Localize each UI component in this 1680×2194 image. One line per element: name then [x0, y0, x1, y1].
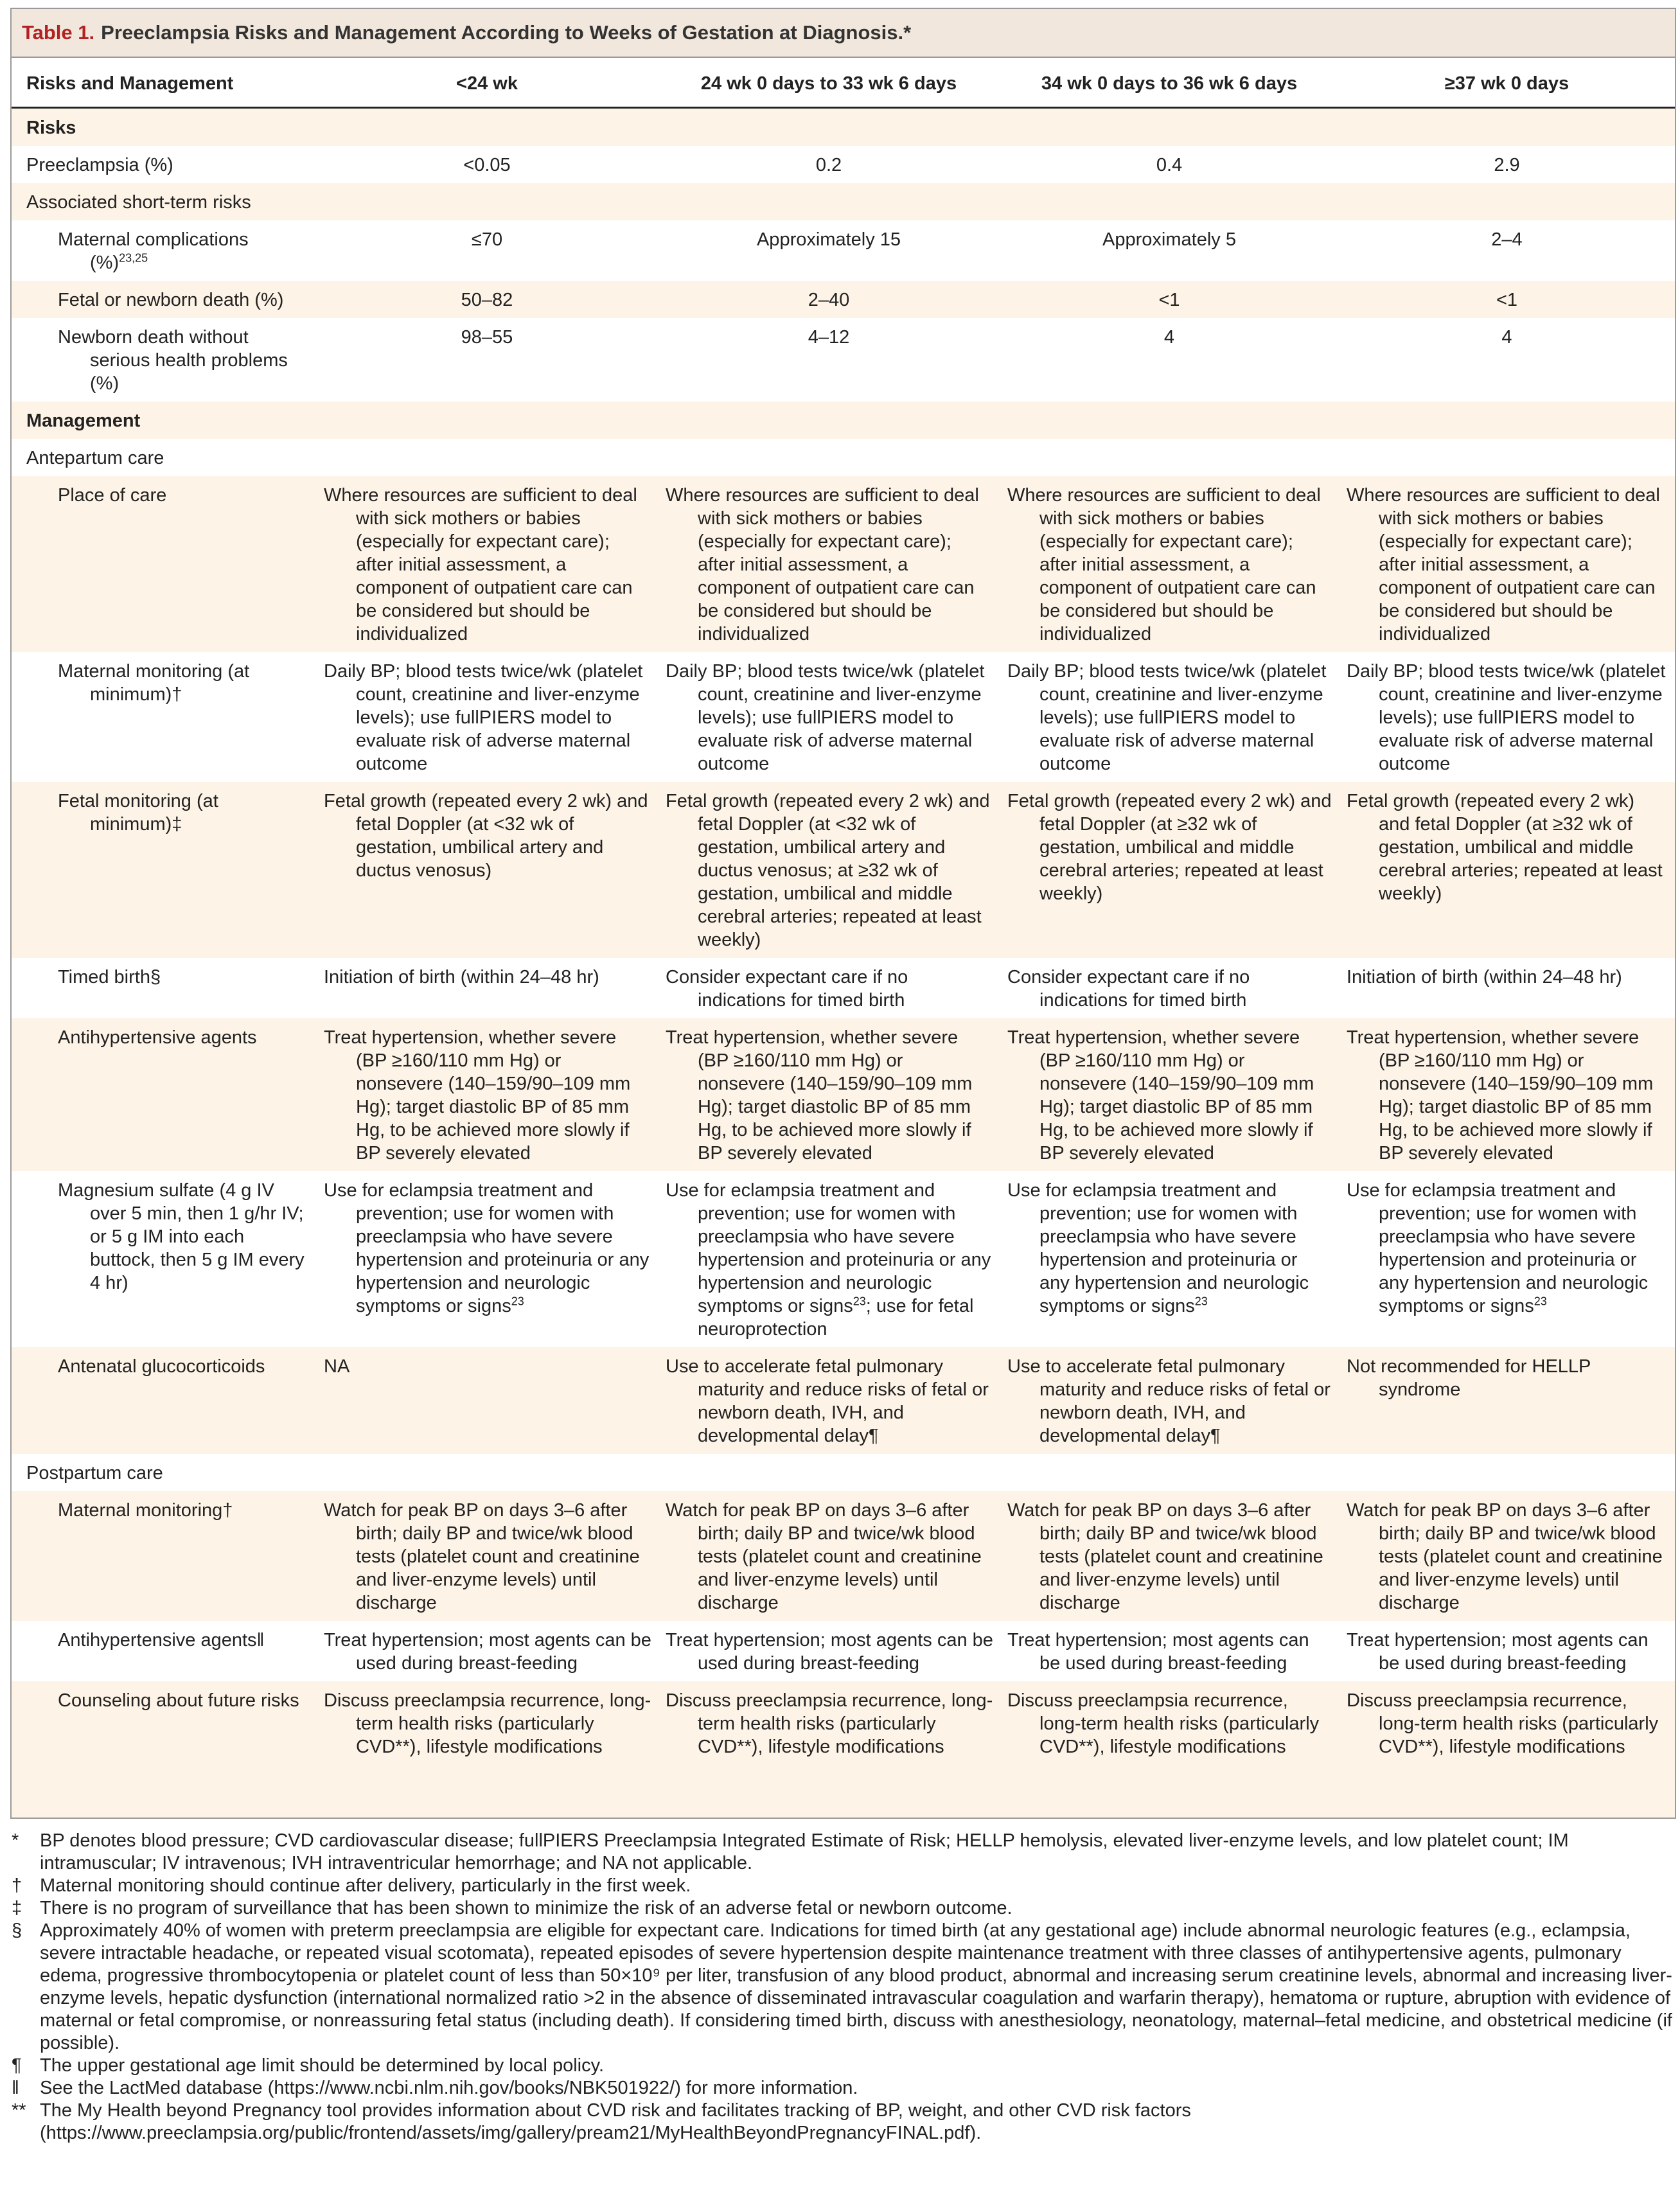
section-management: Management [12, 402, 1675, 439]
cell: Treat hypertension; most agents can be used during breast-feeding [316, 1621, 658, 1681]
footnote-text: The upper gestational age limit should be determined by local policy. [40, 2055, 605, 2076]
section-risks: Risks [12, 108, 1675, 146]
cell: NA [316, 1347, 658, 1454]
cell: Treat hypertension; most agents can be used during breast-feeding [658, 1621, 1000, 1681]
footnote [0, 2077, 1680, 2100]
header-risks-management: Risks and Management [12, 58, 316, 108]
cell: Treat hypertension, whether severe (BP ≥160/110 mm Hg) or nonsevere (140–159/90–109 mm Hg); target diastolic BP of 85 mm Hg, to be achieved more slowly if BP severely elevated [1000, 1018, 1339, 1171]
row-label-glucocorticoids: Antenatal glucocorticoids [12, 1347, 316, 1454]
footnote-mark: § [12, 1920, 22, 1941]
table-row [12, 1491, 1675, 1621]
row-label-maternal-monitoring: Maternal monitoring (at minimum)† [12, 652, 316, 782]
row-label-maternal-complications: Maternal complications (%)$^{23,25}$ [12, 220, 316, 281]
row-label-magnesium: Magnesium sulfate (4 g IV over 5 min, then 1 g/hr IV; or 5 g IM into each buttock, then 5 g IM every 4 hr) [12, 1171, 316, 1347]
table-row [12, 476, 1675, 652]
cell: Use for eclampsia treatment and prevention; use for women with preeclampsia who have severe hypertension and proteinuria or any hypertension and neurologic symptoms or signs$^{23}$ [316, 1171, 658, 1347]
header-34-36: 34 wk 0 days to 36 wk 6 days [1000, 58, 1339, 108]
cell: Approximately 5 [1000, 220, 1339, 281]
footnote-mark: † [12, 1875, 22, 1896]
footnote-text: There is no program of surveillance that has been shown to minimize the risk of an adverse fetal or newborn outcome. [40, 1898, 1012, 1918]
cell: Discuss preeclampsia recurrence, long-term health risks (particularly CVD**), lifestyle modifications [1000, 1681, 1339, 1765]
cell: 4 [1339, 318, 1675, 402]
cell: Discuss preeclampsia recurrence, long-term health risks (particularly CVD**), lifestyle modifications [316, 1681, 658, 1765]
cell: Where resources are sufficient to deal with sick mothers or babies (especially for expectant care); after initial assessment, a component of outpatient care can be considered but should be individualized [1339, 476, 1675, 652]
table-container [10, 8, 1676, 1819]
cell: Approximately 15 [658, 220, 1000, 281]
cell: Watch for peak BP on days 3–6 after birth; daily BP and twice/wk blood tests (platelet count and creatinine and liver-enzyme levels) until discharge [1339, 1491, 1675, 1621]
table-row [12, 318, 1675, 402]
footnote-mark: ‖ [12, 2078, 19, 2098]
cell: 4 [1000, 318, 1339, 402]
cell: Use for eclampsia treatment and prevention; use for women with preeclampsia who have severe hypertension and proteinuria or any hypertension and neurologic symptoms or signs$^{23}$ [1000, 1171, 1339, 1347]
subsection-row [12, 183, 1675, 220]
header-ge37: ≥37 wk 0 days [1339, 58, 1675, 108]
cell: 98–55 [316, 318, 658, 402]
cell: Use to accelerate fetal pulmonary maturity and reduce risks of fetal or newborn death, IVH, and developmental delay¶ [1000, 1347, 1339, 1454]
cell: Treat hypertension, whether severe (BP ≥160/110 mm Hg) or nonsevere (140–159/90–109 mm Hg); target diastolic BP of 85 mm Hg, to be achieved more slowly if BP severely elevated [1339, 1018, 1675, 1171]
footnote-mark: ** [12, 2100, 26, 2121]
cell: 0.4 [1000, 146, 1339, 183]
cell: Fetal growth (repeated every 2 wk) and fetal Doppler (at <32 wk of gestation, umbilical artery and ductus venosus) [316, 782, 658, 958]
cell: Where resources are sufficient to deal with sick mothers or babies (especially for expectant care); after initial assessment, a component of outpatient care can be considered but should be individualized [1000, 476, 1339, 652]
cell: Watch for peak BP on days 3–6 after birth; daily BP and twice/wk blood tests (platelet count and creatinine and liver-enzyme levels) until discharge [1000, 1491, 1339, 1621]
footnote [0, 2055, 1680, 2077]
table-label: Table 1. [22, 21, 95, 44]
table-row [12, 782, 1675, 958]
row-label-timed-birth: Timed birth§ [12, 958, 316, 1018]
cell: Watch for peak BP on days 3–6 after birth; daily BP and twice/wk blood tests (platelet count and creatinine and liver-enzyme levels) until discharge [316, 1491, 658, 1621]
table-row [12, 958, 1675, 1018]
footnote [0, 1875, 1680, 1897]
row-label-place-of-care: Place of care [12, 476, 316, 652]
footnote-mark: * [12, 1830, 19, 1851]
cell: Daily BP; blood tests twice/wk (platelet count, creatinine and liver-enzyme levels); use fullPIERS model to evaluate risk of adverse maternal outcome [1000, 652, 1339, 782]
header-row [12, 58, 1675, 108]
cell: Fetal growth (repeated every 2 wk) and fetal Doppler (at <32 wk of gestation, umbilical artery and ductus venosus; at ≥32 wk of gestation, umbilical and middle cerebral arteries; repeated at least weekly) [658, 782, 1000, 958]
cell: Where resources are sufficient to deal with sick mothers or babies (especially for expectant care); after initial assessment, a component of outpatient care can be considered but should be individualized [658, 476, 1000, 652]
table-row [12, 220, 1675, 281]
table-row [12, 1681, 1675, 1765]
reference-superscript: 23 [1534, 1295, 1547, 1308]
reference-superscript: 23 [853, 1295, 866, 1308]
cell: Use for eclampsia treatment and prevention; use for women with preeclampsia who have severe hypertension and proteinuria or any hypertension and neurologic symptoms or signs$^{23}$ [1339, 1171, 1675, 1347]
footnote-mark: ¶ [12, 2055, 22, 2076]
subsection-antepartum: Antepartum care [12, 439, 1675, 476]
cell: <1 [1339, 281, 1675, 318]
reference-superscript: 23,25 [119, 251, 148, 265]
cell: 2–4 [1339, 220, 1675, 281]
cell: Not recommended for HELLP syndrome [1339, 1347, 1675, 1454]
table-title-bar [12, 9, 1675, 58]
cell: Treat hypertension, whether severe (BP ≥160/110 mm Hg) or nonsevere (140–159/90–109 mm Hg); target diastolic BP of 85 mm Hg, to be achieved more slowly if BP severely elevated [316, 1018, 658, 1171]
subsection-row [12, 439, 1675, 476]
cell: Treat hypertension; most agents can be used during breast-feeding [1339, 1621, 1675, 1681]
table-row [12, 1621, 1675, 1681]
footnote [0, 1830, 1680, 1875]
table-row [12, 652, 1675, 782]
footnote [0, 1920, 1680, 2055]
table-row [12, 146, 1675, 183]
cell: Treat hypertension, whether severe (BP ≥160/110 mm Hg) or nonsevere (140–159/90–109 mm Hg); target diastolic BP of 85 mm Hg, to be achieved more slowly if BP severely elevated [658, 1018, 1000, 1171]
cell: Daily BP; blood tests twice/wk (platelet count, creatinine and liver-enzyme levels); use fullPIERS model to evaluate risk of adverse maternal outcome [658, 652, 1000, 782]
reference-superscript: 23 [511, 1295, 524, 1308]
row-label-antihypertensive: Antihypertensive agents [12, 1018, 316, 1171]
table-row [12, 1018, 1675, 1171]
cell: 0.2 [658, 146, 1000, 183]
footnote-text: Maternal monitoring should continue after delivery, particularly in the first week. [40, 1875, 691, 1896]
row-label-counseling: Counseling about future risks [12, 1681, 316, 1765]
reference-superscript: 23 [1194, 1295, 1208, 1308]
table-title: Preeclampsia Risks and Management According to Weeks of Gestation at Diagnosis.* [101, 21, 912, 44]
table-row [12, 1347, 1675, 1454]
footnote-text: Approximately 40% of women with preterm preeclampsia are eligible for expectant care. Indications for timed birth (at any gestational age) include abnormal neurologic features (e.g., eclampsia, severe intractable headache, or repeated visual scotomata), repeated episodes of severe hypertension despite maintenance treatment with three classes of antihypertensive agents, pulmonary edema, progressive thrombocytopenia or platelet count of less than 50×10⁹ per liter, transfusion of any blood product, abnormal and increasing serum creatinine levels, abnormal and increasing liver-enzyme levels, hepatic dysfunction (international normalized ratio >2 in the absence of disseminated intravascular coagulation and warfarin therapy), hematoma or rupture, abruption with evidence of maternal or fetal compromise, or nonreassuring fetal status (including death). If considering timed birth, discuss with anesthesiology, neonatology, maternal–fetal medicine, and obstetrical medicine (if possible). [40, 1920, 1672, 2053]
row-label-newborn-death: Newborn death without serious health problems (%) [12, 318, 316, 402]
footnote-text: The My Health beyond Pregnancy tool provides information about CVD risk and facilitates tracking of BP, weight, and other CVD risk factors (https://www.preeclampsia.org/public/frontend/assets/img/gallery/pream21/MyHealthBeyondPregnancyFINAL.pdf). [40, 2100, 1191, 2143]
row-label-preeclampsia: Preeclampsia (%) [12, 146, 316, 183]
table-row [12, 281, 1675, 318]
cell: 4–12 [658, 318, 1000, 402]
cell: Treat hypertension; most agents can be used during breast-feeding [1000, 1621, 1339, 1681]
cell: Fetal growth (repeated every 2 wk) and fetal Doppler (at ≥32 wk of gestation, umbilical and middle cerebral arteries; repeated at least weekly) [1339, 782, 1675, 958]
cell: Fetal growth (repeated every 2 wk) and fetal Doppler (at ≥32 wk of gestation, umbilical and middle cerebral arteries; repeated at least weekly) [1000, 782, 1339, 958]
row-label-pp-antihypertensive: Antihypertensive agents‖ [12, 1621, 316, 1681]
cell: 50–82 [316, 281, 658, 318]
cell: Daily BP; blood tests twice/wk (platelet count, creatinine and liver-enzyme levels); use fullPIERS model to evaluate risk of adverse maternal outcome [1339, 652, 1675, 782]
section-row-risks [12, 108, 1675, 146]
table-row [12, 1171, 1675, 1347]
footnote [0, 1897, 1680, 1920]
cell: Where resources are sufficient to deal with sick mothers or babies (especially for expectant care); after initial assessment, a component of outpatient care can be considered but should be individualized [316, 476, 658, 652]
row-label-fetal-monitoring: Fetal monitoring (at minimum)‡ [12, 782, 316, 958]
cell: <0.05 [316, 146, 658, 183]
header-24-33: 24 wk 0 days to 33 wk 6 days [658, 58, 1000, 108]
footnote-text: See the LactMed database (https://www.ncbi.nlm.nih.gov/books/NBK501922/) for more information. [40, 2078, 858, 2098]
cell: Discuss preeclampsia recurrence, long-term health risks (particularly CVD**), lifestyle modifications [1339, 1681, 1675, 1765]
cell: Use to accelerate fetal pulmonary maturity and reduce risks of fetal or newborn death, IVH, and developmental delay¶ [658, 1347, 1000, 1454]
row-label-fetal-death: Fetal or newborn death (%) [12, 281, 316, 318]
cell: Watch for peak BP on days 3–6 after birth; daily BP and twice/wk blood tests (platelet count and creatinine and liver-enzyme levels) until discharge [658, 1491, 1000, 1621]
cell: Consider expectant care if no indications for timed birth [1000, 958, 1339, 1018]
cell: Initiation of birth (within 24–48 hr) [316, 958, 658, 1018]
preeclampsia-table [12, 58, 1675, 1765]
subsection-associated-risks: Associated short-term risks [12, 183, 1675, 220]
subsection-postpartum: Postpartum care [12, 1454, 1675, 1491]
cell: <1 [1000, 281, 1339, 318]
cell: Use for eclampsia treatment and prevention; use for women with preeclampsia who have severe hypertension and proteinuria or any hypertension and neurologic symptoms or signs$^{23}$; use for fetal neuroprotection [658, 1171, 1000, 1347]
cell: 2–40 [658, 281, 1000, 318]
table-footnotes [0, 1830, 1680, 2145]
cell: Initiation of birth (within 24–48 hr) [1339, 958, 1675, 1018]
footnote-mark: ‡ [12, 1898, 22, 1918]
row-label-pp-maternal-monitoring: Maternal monitoring† [12, 1491, 316, 1621]
cell: Consider expectant care if no indications for timed birth [658, 958, 1000, 1018]
footnote [0, 2100, 1680, 2145]
subsection-row [12, 1454, 1675, 1491]
header-lt24: <24 wk [316, 58, 658, 108]
section-row-management [12, 402, 1675, 439]
cell: ≤70 [316, 220, 658, 281]
cell: Discuss preeclampsia recurrence, long-term health risks (particularly CVD**), lifestyle modifications [658, 1681, 1000, 1765]
cell: 2.9 [1339, 146, 1675, 183]
footnote-text: BP denotes blood pressure; CVD cardiovascular disease; fullPIERS Preeclampsia Integrated Estimate of Risk; HELLP hemolysis, elevated liver-enzyme levels, and low platelet count; IM intramuscular; IV intravenous; IVH intraventricular hemorrhage; and NA not applicable. [40, 1830, 1569, 1873]
cell: Daily BP; blood tests twice/wk (platelet count, creatinine and liver-enzyme levels); use fullPIERS model to evaluate risk of adverse maternal outcome [316, 652, 658, 782]
